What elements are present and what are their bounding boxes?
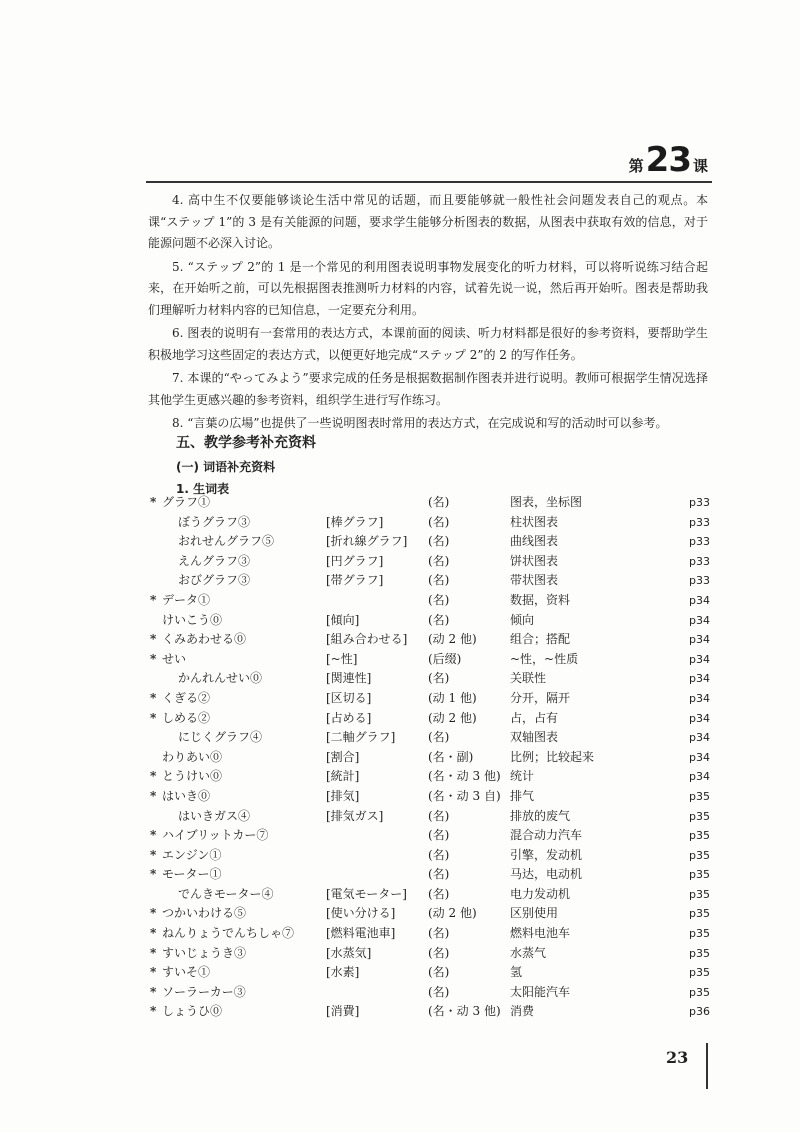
- vocab-page-ref: p34: [689, 731, 710, 745]
- vocab-meaning: 排气: [510, 788, 535, 803]
- vocab-star-mark: *: [150, 690, 157, 705]
- vocab-word: でんきモーター④: [178, 886, 274, 901]
- vocab-star-mark: *: [150, 945, 157, 960]
- vocab-star-mark: *: [150, 828, 157, 843]
- vocab-meaning: 氢: [510, 965, 523, 980]
- vocab-word: おびグラフ③: [178, 573, 251, 588]
- subsection-title: (一) 词语补充资料: [176, 460, 276, 474]
- vocab-word: すいそ①: [162, 965, 211, 980]
- vocab-row: [150, 826, 710, 846]
- vocab-word: ハイブリットカー⑦: [162, 828, 269, 843]
- vocab-kanji: [水素]: [326, 965, 360, 980]
- vocab-page-ref: p35: [689, 966, 710, 980]
- vocab-page-ref: p35: [689, 809, 710, 823]
- vocab-page-ref: p34: [689, 691, 710, 705]
- vocab-star-mark: *: [150, 1004, 157, 1019]
- vocab-page-ref: p35: [689, 829, 710, 843]
- vocab-kanji: [排気ガス]: [326, 808, 384, 823]
- vocab-row: [150, 709, 710, 729]
- vocab-row: [150, 748, 710, 768]
- vocab-star-mark: *: [150, 632, 157, 647]
- vocab-page-ref: p33: [689, 515, 710, 529]
- vocab-word: ぼうグラフ③: [178, 514, 251, 529]
- vocab-part-of-speech: (后缀): [428, 651, 462, 666]
- vocab-meaning: 排放的废气: [510, 808, 571, 823]
- vocab-part-of-speech: (名): [428, 984, 450, 999]
- vocab-part-of-speech: (名): [428, 847, 450, 862]
- vocab-part-of-speech: (名): [428, 945, 450, 960]
- vocab-meaning: 关联性: [510, 671, 547, 686]
- lesson-prefix: 第: [628, 157, 644, 175]
- vocab-word: くみあわせる⓪: [162, 632, 247, 647]
- vocab-meaning: 双轴图表: [510, 730, 559, 745]
- vocab-part-of-speech: (名・动 3 他): [428, 1004, 501, 1019]
- page-number: 23: [666, 1048, 689, 1067]
- vocab-kanji: [消費]: [326, 1004, 360, 1019]
- vocab-meaning: 组合；搭配: [510, 632, 571, 647]
- vocab-meaning: 引擎，发动机: [510, 847, 583, 862]
- vocab-part-of-speech: (动 2 他): [428, 906, 477, 921]
- vocab-part-of-speech: (名・副): [428, 749, 474, 764]
- vocab-table: [150, 493, 710, 1022]
- vocab-kanji: [折れ線グラフ]: [326, 534, 408, 549]
- vocab-page-ref: p34: [689, 770, 710, 784]
- vocab-meaning: 带状图表: [510, 573, 559, 588]
- vocab-word: せい: [162, 651, 187, 666]
- vocab-page-ref: p34: [689, 750, 710, 764]
- vocab-part-of-speech: (名): [428, 965, 450, 980]
- vocab-row: [150, 904, 710, 924]
- vocab-row: [150, 885, 710, 905]
- vocab-word: えんグラフ③: [178, 553, 251, 568]
- vocab-row: [150, 513, 710, 533]
- vocab-row: [150, 807, 710, 827]
- vocab-page-ref: p34: [689, 672, 710, 686]
- lesson-number: 23: [645, 140, 691, 180]
- vocab-meaning: 马达，电动机: [510, 867, 583, 882]
- vocab-row: [150, 669, 710, 689]
- vocab-meaning: 占，占有: [510, 710, 559, 725]
- vocab-word: はいき⓪: [162, 788, 211, 803]
- vocab-meaning: 燃料电池车: [510, 926, 571, 941]
- vocab-part-of-speech: (名): [428, 730, 450, 745]
- vocab-meaning: 电力发动机: [510, 886, 571, 901]
- vocab-page-ref: p33: [689, 554, 710, 568]
- vocab-row: [150, 493, 710, 513]
- vocab-page-ref: p35: [689, 868, 710, 882]
- vocab-meaning: 饼状图表: [510, 553, 559, 568]
- vocab-kanji: [電気モーター]: [326, 886, 407, 901]
- vocab-star-mark: *: [150, 926, 157, 941]
- vocab-kanji: [占める]: [326, 710, 372, 725]
- vocab-star-mark: *: [150, 867, 157, 882]
- vocab-row: [150, 924, 710, 944]
- vocab-part-of-speech: (名): [428, 671, 450, 686]
- vocab-page-ref: p35: [689, 887, 710, 901]
- vocab-page-ref: p34: [689, 633, 710, 647]
- vocab-part-of-speech: (名): [428, 592, 450, 607]
- vocab-page-ref: p34: [689, 711, 710, 725]
- vocab-kanji: [排気]: [326, 788, 360, 803]
- vocab-meaning: 倾向: [510, 612, 535, 627]
- vocab-part-of-speech: (名): [428, 534, 450, 549]
- vocab-row: [150, 571, 710, 591]
- vocab-page-ref: p33: [689, 535, 710, 549]
- vocab-part-of-speech: (名): [428, 808, 450, 823]
- vocab-kanji: [組み合わせる]: [326, 632, 408, 647]
- vocab-word: ソーラーカー③: [162, 984, 246, 999]
- vocab-star-mark: *: [150, 592, 157, 607]
- vocab-word: データ①: [162, 592, 211, 607]
- vocab-kanji: [統計]: [326, 769, 360, 784]
- vocab-row: [150, 630, 710, 650]
- vocab-meaning: 太阳能汽车: [510, 984, 571, 999]
- vocab-meaning: 比例；比较起来: [510, 749, 595, 764]
- vocab-meaning: 混合动力汽车: [510, 828, 583, 843]
- vocab-kanji: [関連性]: [326, 671, 372, 686]
- vocab-part-of-speech: (动 2 他): [428, 632, 477, 647]
- vocab-kanji: [~性]: [326, 651, 358, 666]
- vocab-star-mark: *: [150, 495, 157, 509]
- vocab-part-of-speech: (名): [428, 828, 450, 843]
- vocab-row: [150, 865, 710, 885]
- header-rule: [146, 181, 712, 183]
- notes-paragraphs: [148, 190, 708, 437]
- vocab-star-mark: *: [150, 965, 157, 980]
- vocab-meaning: 区别使用: [510, 906, 559, 921]
- page-number-rule: [706, 1043, 708, 1089]
- vocab-row: [150, 787, 710, 807]
- vocab-row: [150, 689, 710, 709]
- vocab-kanji: [使い分ける]: [326, 906, 396, 921]
- vocab-part-of-speech: (名): [428, 553, 450, 568]
- vocab-meaning: 水蒸气: [510, 945, 547, 960]
- vocab-star-mark: *: [150, 984, 157, 999]
- vocab-meaning: 数据，资料: [510, 592, 571, 607]
- paragraph-6: 6. 图表的说明有一套常用的表达方式，本课前面的阅读、听力材料都是很好的参考资料，要帮助学生积极地学习这些固定的表达方式，以便更好地完成“ステップ 2”的 2 的写作任务。: [148, 326, 708, 362]
- vocab-part-of-speech: (名・动 3 自): [428, 788, 501, 803]
- vocab-kanji: [帯グラフ]: [326, 573, 384, 588]
- vocab-row: [150, 767, 710, 787]
- vocab-meaning: 统计: [510, 769, 535, 784]
- vocab-star-mark: *: [150, 651, 157, 666]
- vocab-kanji: [棒グラフ]: [326, 514, 384, 529]
- vocab-word: くぎる②: [162, 690, 211, 705]
- paragraph-7: 7. 本课的“やってみよう”要求完成的任务是根据数据制作图表并进行说明。教师可根据学生情况选择其他学生更感兴趣的参考资料，组织学生进行写作练习。: [148, 371, 708, 407]
- lesson-suffix: 课: [692, 157, 708, 175]
- vocab-meaning: 消费: [510, 1004, 535, 1019]
- vocab-word: おれせんグラフ⑤: [178, 534, 275, 549]
- vocab-list-title: 1. 生词表: [176, 482, 230, 496]
- vocab-star-mark: *: [150, 847, 157, 862]
- vocab-row: [150, 963, 710, 983]
- vocab-row: [150, 552, 710, 572]
- vocab-part-of-speech: (名): [428, 886, 450, 901]
- vocab-page-ref: p34: [689, 593, 710, 607]
- vocab-page-ref: p35: [689, 985, 710, 999]
- vocab-part-of-speech: (名): [428, 612, 450, 627]
- vocab-row: [150, 650, 710, 670]
- vocab-star-mark: *: [150, 906, 157, 921]
- vocab-page-ref: p35: [689, 848, 710, 862]
- vocab-meaning: ~性，~性质: [510, 651, 579, 666]
- vocab-part-of-speech: (名・动 3 他): [428, 769, 501, 784]
- vocab-page-ref: p33: [689, 574, 710, 588]
- vocab-word: わりあい⓪: [162, 749, 223, 764]
- vocab-page-ref: p33: [689, 496, 710, 509]
- vocab-meaning: 曲线图表: [510, 534, 559, 549]
- paragraph-4: 4. 高中生不仅要能够谈论生活中常见的话题，而且要能够就一般性社会问题发表自己的观点。本课“ステップ 1”的 3 是有关能源的问题，要求学生能够分析图表的数据，从图表中获取有效的信息，对于能源问题不必深入讨论。: [148, 193, 708, 250]
- vocab-page-ref: p35: [689, 946, 710, 960]
- vocab-row: [150, 983, 710, 1003]
- vocab-kanji: [水蒸気]: [326, 945, 372, 960]
- vocab-kanji: [円グラフ]: [326, 553, 384, 568]
- vocab-part-of-speech: (动 2 他): [428, 710, 477, 725]
- section-title: 五、教学参考补充资料: [176, 435, 316, 451]
- vocab-page-ref: p35: [689, 789, 710, 803]
- vocab-part-of-speech: (名): [428, 573, 450, 588]
- vocab-page-ref: p34: [689, 613, 710, 627]
- vocab-word: にじくグラフ④: [178, 730, 263, 745]
- vocab-word: しょうひ⓪: [162, 1004, 223, 1019]
- vocab-page-ref: p34: [689, 652, 710, 666]
- vocab-word: モーター①: [162, 867, 222, 882]
- vocab-part-of-speech: (名): [428, 926, 450, 941]
- vocab-word: グラフ①: [162, 495, 211, 509]
- vocab-part-of-speech: (名): [428, 495, 450, 509]
- vocab-part-of-speech: (名): [428, 867, 450, 882]
- vocab-kanji: [区切る]: [326, 690, 372, 705]
- vocab-kanji: [割合]: [326, 749, 360, 764]
- vocab-word: けいこう⓪: [162, 612, 223, 627]
- vocab-row: [150, 846, 710, 866]
- vocab-star-mark: *: [150, 769, 157, 784]
- vocab-word: かんれんせい⓪: [178, 671, 263, 686]
- vocab-part-of-speech: (动 1 他): [428, 690, 477, 705]
- vocab-kanji: [傾向]: [326, 612, 360, 627]
- vocab-word: つかいわける⑤: [162, 906, 247, 921]
- vocab-kanji: [燃料電池車]: [326, 926, 396, 941]
- vocab-word: ねんりょうでんちしゃ⑦: [162, 926, 295, 941]
- vocab-star-mark: *: [150, 710, 157, 725]
- lesson-header: [629, 140, 708, 180]
- paragraph-8: 8. “言葉の広場”也提供了一些说明图表时常用的表达方式，在完成说和写的活动时可以参考。: [172, 416, 668, 430]
- vocab-meaning: 柱状图表: [510, 514, 559, 529]
- vocab-word: はいきガス④: [178, 808, 251, 823]
- paragraph-5: 5. “ステップ 2”的 1 是一个常见的利用图表说明事物发展变化的听力材料，可以将听说练习结合起来，在开始听之前，可以先根据图表推测听力材料的内容，试着先说一说，然后再开始听。图表是帮助我们理解听力材料内容的已知信息，一定要充分利用。: [148, 259, 708, 317]
- vocab-row: [150, 591, 710, 611]
- vocab-page-ref: p36: [689, 1005, 710, 1019]
- vocab-page-ref: p35: [689, 907, 710, 921]
- vocab-word: しめる②: [162, 710, 211, 725]
- vocab-word: すいじょうき③: [162, 945, 247, 960]
- vocab-star-mark: *: [150, 788, 157, 803]
- vocab-row: [150, 532, 710, 552]
- vocab-meaning: 图表，坐标图: [510, 495, 583, 509]
- vocab-part-of-speech: (名): [428, 514, 450, 529]
- vocab-row: [150, 1002, 710, 1022]
- vocab-word: とうけい⓪: [162, 769, 223, 784]
- vocab-meaning: 分开，隔开: [510, 690, 571, 705]
- vocab-kanji: [二軸グラフ]: [326, 730, 396, 745]
- vocab-page-ref: p35: [689, 927, 710, 941]
- vocab-row: [150, 944, 710, 964]
- vocab-word: エンジン①: [162, 847, 222, 862]
- vocab-row: [150, 728, 710, 748]
- vocab-row: [150, 611, 710, 631]
